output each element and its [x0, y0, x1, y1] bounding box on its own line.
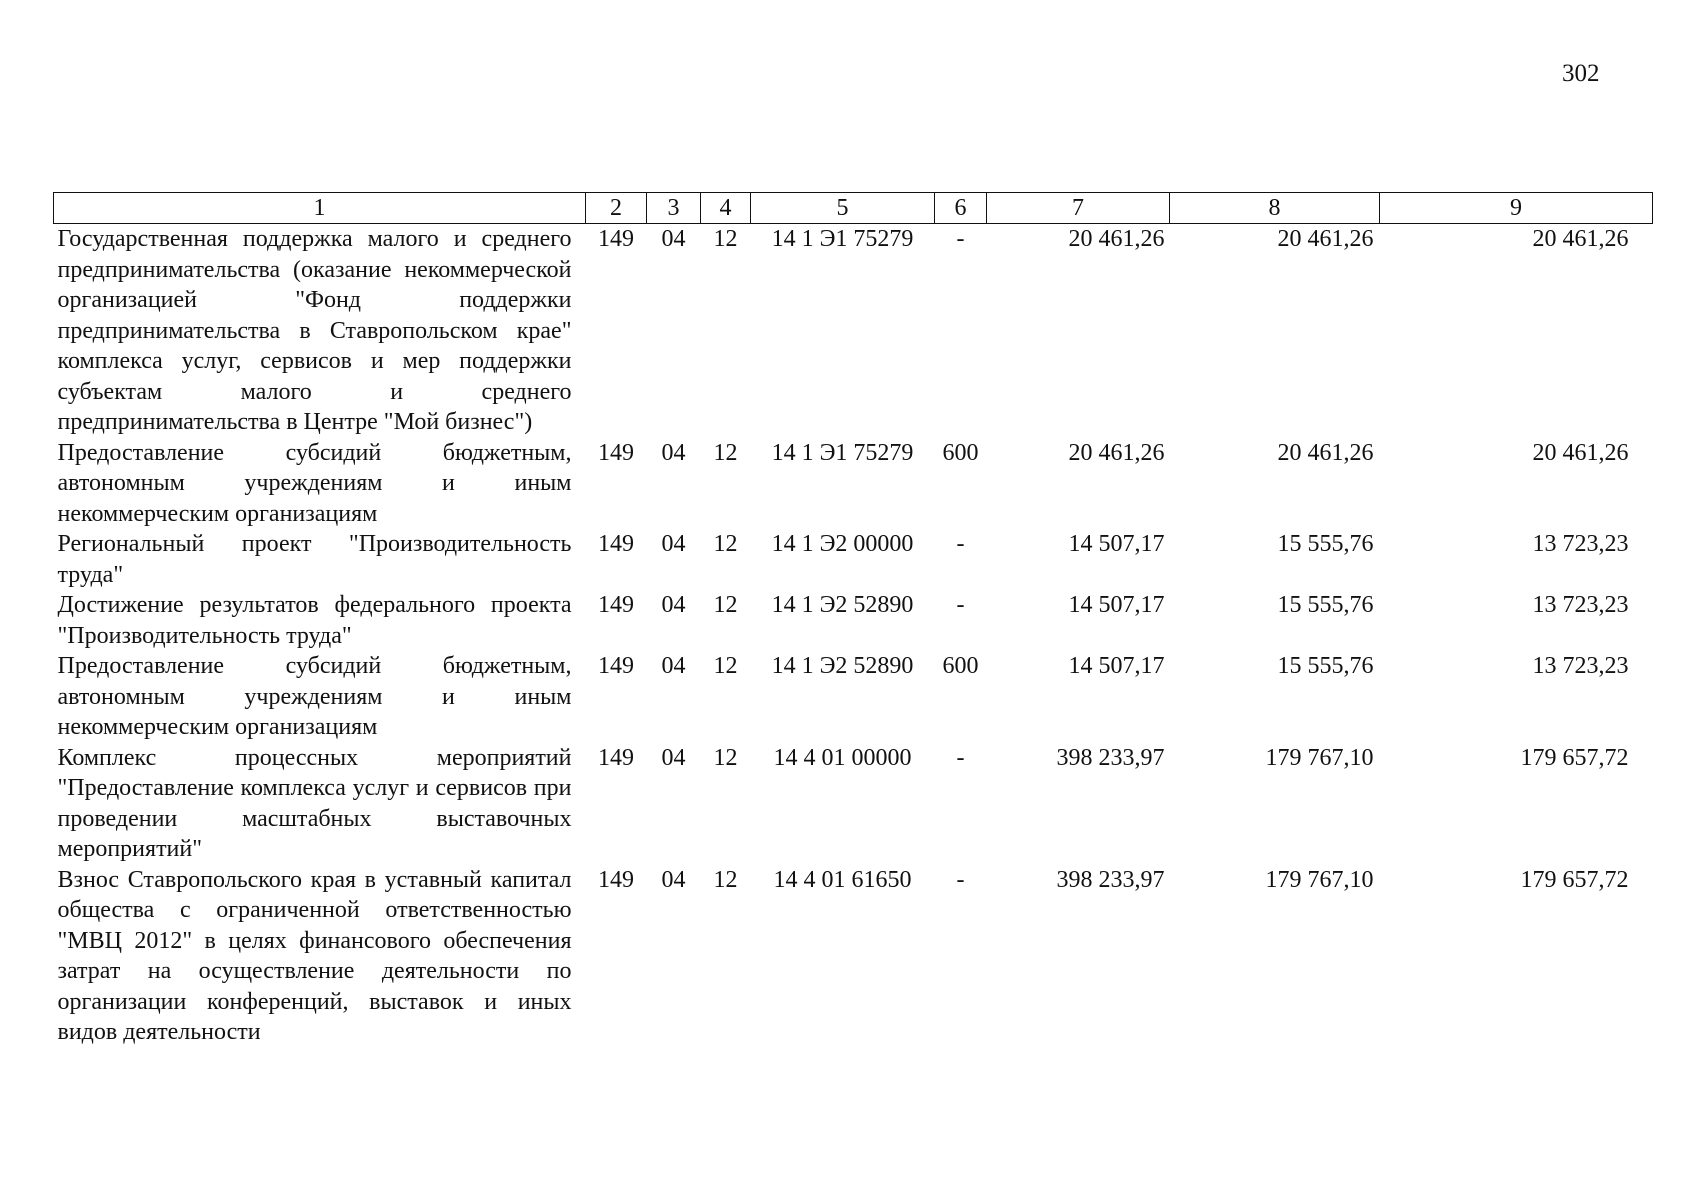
row-expense-type: - — [956, 592, 965, 618]
budget-table — [53, 192, 1653, 1048]
row-expense-type: 600 — [942, 439, 979, 466]
row-expense-type: - — [956, 744, 965, 771]
row-target-code: 14 1 Э1 75279 — [771, 226, 914, 252]
row-section-code: 04 — [661, 439, 686, 466]
row-target-code: 14 1 Э2 52890 — [771, 592, 914, 618]
row-amount-col-9: 179 657,72 — [1520, 866, 1629, 893]
page-number: 302 — [1562, 60, 1600, 87]
header-col-5: 5 — [751, 193, 935, 224]
row-target-code: 14 1 Э1 75279 — [771, 439, 914, 466]
row-amount-col-9: 13 723,23 — [1532, 653, 1629, 679]
row-ministry-code: 149 — [598, 531, 634, 557]
row-expense-type: 600 — [942, 653, 979, 679]
row-target-code: 14 1 Э2 52890 — [771, 653, 914, 679]
row-section-code: 04 — [661, 744, 686, 771]
row-subsection-code: 12 — [713, 439, 738, 466]
table-row — [54, 438, 1653, 530]
row-subsection-code: 12 — [713, 592, 738, 618]
row-expense-type: - — [956, 531, 965, 557]
row-target-code: 14 4 01 00000 — [773, 744, 912, 771]
header-row — [54, 193, 1653, 224]
row-section-code: 04 — [661, 592, 686, 618]
row-amount-col-9: 13 723,23 — [1532, 592, 1629, 618]
row-name: Предоставление субсидий бюджетным, автономным учреждениям и иным некоммерческим организациям — [57, 439, 572, 527]
row-amount-col-8: 15 555,76 — [1277, 592, 1374, 618]
table-row — [54, 529, 1653, 590]
row-amount-col-8: 15 555,76 — [1277, 531, 1374, 557]
row-name: Комплекс процессных мероприятий "Предоставление комплекса услуг и сервисов при проведении масштабных выставочных мероприятий" — [57, 744, 572, 862]
row-amount-col-8: 15 555,76 — [1277, 653, 1374, 679]
table-row — [54, 743, 1653, 865]
row-amount-col-7: 20 461,26 — [1068, 226, 1165, 252]
header-col-4: 4 — [701, 193, 751, 224]
table-row — [54, 224, 1653, 438]
table-row — [54, 590, 1653, 651]
row-subsection-code: 12 — [713, 866, 738, 893]
row-subsection-code: 12 — [713, 744, 738, 771]
row-section-code: 04 — [661, 226, 686, 252]
row-amount-col-9: 179 657,72 — [1520, 744, 1629, 771]
row-amount-col-8: 179 767,10 — [1265, 744, 1374, 771]
row-amount-col-7: 398 233,97 — [1056, 744, 1165, 771]
row-subsection-code: 12 — [713, 226, 738, 252]
row-name: Предоставление субсидий бюджетным, автономным учреждениям и иным некоммерческим организациям — [57, 653, 572, 740]
row-amount-col-9: 20 461,26 — [1532, 439, 1629, 466]
header-col-1: 1 — [54, 193, 586, 224]
row-amount-col-7: 14 507,17 — [1068, 531, 1165, 557]
row-ministry-code: 149 — [598, 653, 634, 679]
header-col-8: 8 — [1170, 193, 1380, 224]
row-section-code: 04 — [661, 866, 686, 893]
row-ministry-code: 149 — [598, 866, 634, 893]
row-name: Достижение результатов федерального проекта "Производительность труда" — [57, 592, 572, 649]
table-row — [54, 651, 1653, 743]
header-col-3: 3 — [647, 193, 701, 224]
row-ministry-code: 149 — [598, 592, 634, 618]
table-row — [54, 865, 1653, 1048]
row-amount-col-7: 20 461,26 — [1068, 439, 1165, 466]
row-section-code: 04 — [661, 653, 686, 679]
row-amount-col-9: 13 723,23 — [1532, 531, 1629, 557]
row-ministry-code: 149 — [598, 226, 634, 252]
row-ministry-code: 149 — [598, 439, 634, 466]
row-amount-col-8: 179 767,10 — [1265, 866, 1374, 893]
header-col-2: 2 — [586, 193, 647, 224]
header-col-6: 6 — [935, 193, 987, 224]
row-amount-col-8: 20 461,26 — [1277, 439, 1374, 466]
row-amount-col-7: 14 507,17 — [1068, 592, 1165, 618]
row-subsection-code: 12 — [713, 653, 738, 679]
row-expense-type: - — [956, 226, 965, 252]
header-col-9: 9 — [1380, 193, 1653, 224]
row-amount-col-7: 14 507,17 — [1068, 653, 1165, 679]
row-amount-col-8: 20 461,26 — [1277, 226, 1374, 252]
row-subsection-code: 12 — [713, 531, 738, 557]
row-ministry-code: 149 — [598, 744, 634, 771]
row-amount-col-7: 398 233,97 — [1056, 866, 1165, 893]
row-name: Региональный проект "Производительность труда" — [57, 531, 572, 588]
header-col-7: 7 — [987, 193, 1170, 224]
row-target-code: 14 1 Э2 00000 — [771, 531, 914, 557]
row-name: Государственная поддержка малого и среднего предпринимательства (оказание некоммерческой организацией "Фонд поддержки предпринимательства в Ставропольском крае" комплекса услуг, сервисов и мер поддержки субъектам малого и среднего предпринимательства в Центре "Мой бизнес") — [57, 226, 572, 435]
row-target-code: 14 4 01 61650 — [773, 866, 912, 893]
row-amount-col-9: 20 461,26 — [1532, 226, 1629, 252]
row-section-code: 04 — [661, 531, 686, 557]
row-expense-type: - — [956, 866, 965, 893]
row-name: Взнос Ставропольского края в уставный капитал общества с ограниченной ответственностью "МВЦ 2012" в целях финансового обеспечения затрат на осуществление деятельности по организации конференций, выставок и иных видов деятельности — [57, 866, 572, 1045]
